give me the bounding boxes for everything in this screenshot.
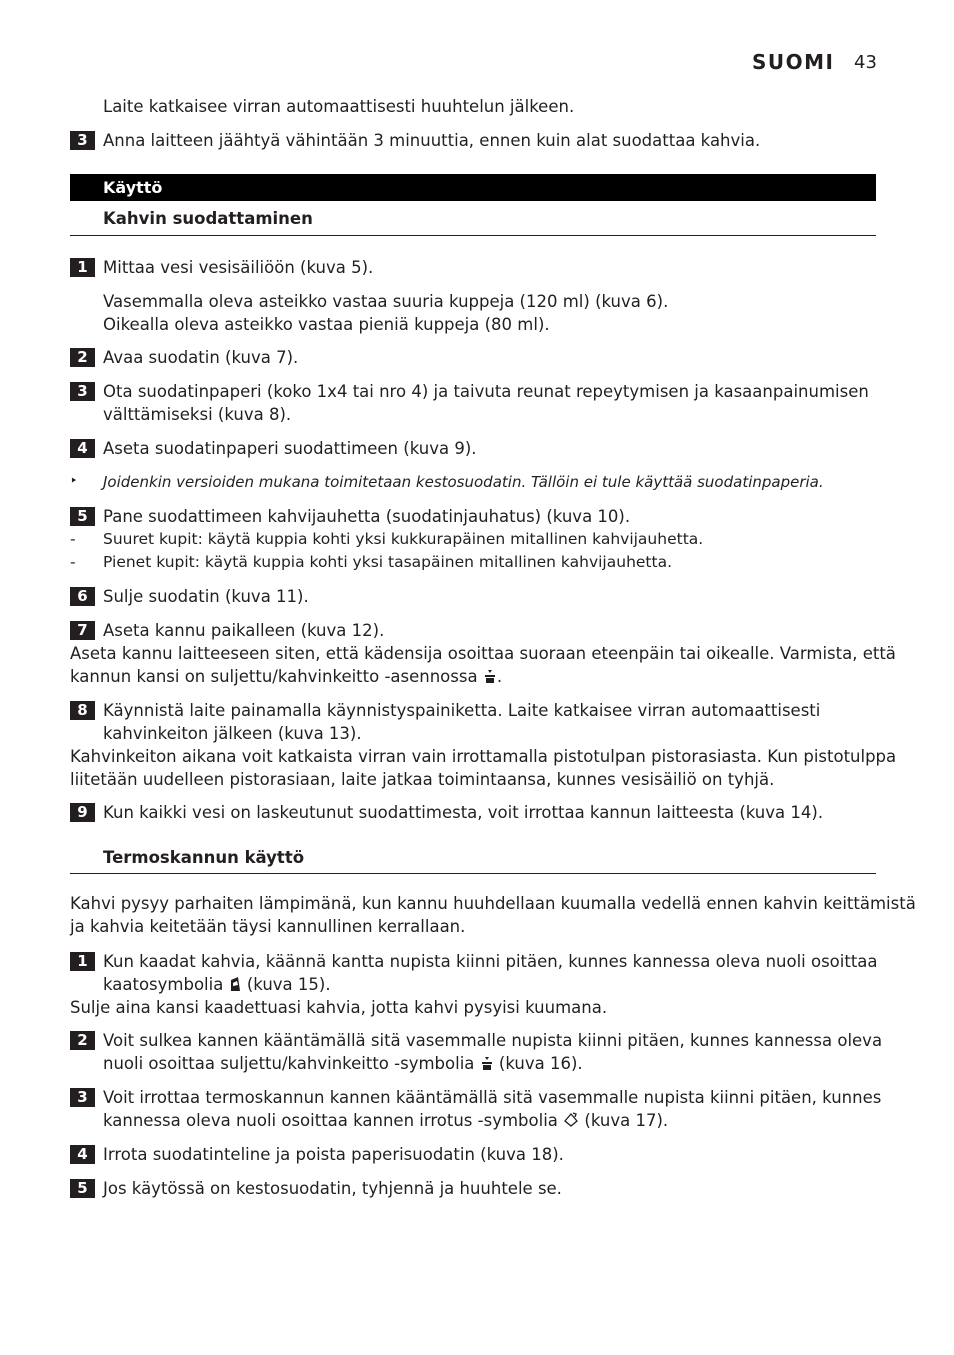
step-number: 1 [70,952,95,971]
paragraph-end: . [496,667,503,686]
step-text: Voit sulkea kannen kääntämällä sitä vasemmalle nupista kiinni pitäen, kunnes kannessa oleva [103,1031,883,1050]
section-title: Käyttö [103,178,163,197]
step-text: Ota suodatinpaperi (koko 1x4 tai nro 4) ja taivuta reunat repeytymisen ja kasaanpainumisen [103,382,869,401]
paragraph-line: Sulje aina kansi kaadettuasi kahvia, jotta kahvi pysyisi kuumana. [70,998,608,1017]
paragraph-line: Kahvinkeiton aikana voit katkaista virran vain irrottamalla pistotulpan pistorasiasta. Kun pistotulppa [70,747,897,766]
step-text: kahvinkeiton jälkeen (kuva 13). [103,724,362,743]
step-text: kaatosymbolia [103,975,224,994]
dash-bullet: - [70,553,76,571]
page-number: 43 [854,52,877,73]
paragraph-line: Oikealla oleva asteikko vastaa pieniä kuppeja (80 ml). [103,315,550,334]
step-number: 7 [70,621,95,640]
step-text: Mittaa vesi vesisäiliöön (kuva 5). [103,258,374,277]
subsection-title: Kahvin suodattaminen [103,209,313,228]
step-number: 4 [70,439,95,458]
section-heading-bar [70,174,876,201]
paragraph-line: Vasemmalla oleva asteikko vastaa suuria kuppeja (120 ml) (kuva 6). [103,292,669,311]
closed-brew-symbol-icon [480,1056,494,1071]
paragraph-line: Kahvi pysyy parhaiten lämpimänä, kun kannu huuhdellaan kuumalla vedellä ennen kahvin keittämistä [70,894,916,913]
step-number: 8 [70,701,95,720]
paragraph-line: liitetään uudelleen pistorasiaan, laite jatkaa toimintaansa, kunnes vesisäiliö on tyhjä. [70,770,775,789]
step-text: Jos käytössä on kestosuodatin, tyhjennä ja huuhtele se. [103,1179,562,1198]
step-number: 3 [70,131,95,150]
step-text: Kun kaadat kahvia, käännä kantta nupista kiinni pitäen, kunnes kannessa oleva nuoli osoittaa [103,952,878,971]
step-text: Voit irrottaa termoskannun kannen kääntämällä sitä vasemmalle nupista kiinni pitäen, kunnes [103,1088,882,1107]
step-text: Sulje suodatin (kuva 11). [103,587,309,606]
list-item: Suuret kupit: käytä kuppia kohti yksi kukkurapäinen mitallinen kahvijauhetta. [103,530,704,548]
language-header: SUOMI [752,50,835,74]
step-text: Anna laitteen jäähtyä vähintään 3 minuuttia, ennen kuin alat suodattaa kahvia. [103,131,761,150]
subsection-title: Termoskannun käyttö [103,848,305,867]
pour-symbol-icon [229,976,242,992]
step-text: (kuva 16). [498,1054,583,1073]
step-number: 2 [70,348,95,367]
step-text: Aseta suodatinpaperi suodattimeen (kuva 9). [103,439,477,458]
step-text: välttämiseksi (kuva 8). [103,405,292,424]
step-text: kannessa oleva nuoli osoittaa kannen irrotus -symbolia [103,1111,558,1130]
subsection-rule [70,873,876,874]
paragraph-text: kannun kansi on suljettu/kahvinkeitto -asennossa [70,667,478,686]
step-text: Avaa suodatin (kuva 7). [103,348,299,367]
step-number: 4 [70,1145,95,1164]
step-text: Käynnistä laite painamalla käynnistyspainiketta. Laite katkaisee virran automaattisesti [103,701,821,720]
step-text-line [103,1052,583,1075]
step-text-line [103,1109,668,1132]
step-text: Kun kaikki vesi on laskeutunut suodattimesta, voit irrottaa kannun laitteesta (kuva 14). [103,803,824,822]
step-text: nuoli osoittaa suljettu/kahvinkeitto -symbolia [103,1054,475,1073]
step-number: 3 [70,1088,95,1107]
subsection-rule [70,235,876,236]
note-text: Joidenkin versioiden mukana toimitetaan kestosuodatin. Tällöin ei tule käyttää suodatinpaperia. [103,473,824,491]
step-number: 9 [70,803,95,822]
dash-bullet: - [70,530,76,548]
step-number: 2 [70,1031,95,1050]
intro-text: Laite katkaisee virran automaattisesti huuhtelun jälkeen. [103,97,575,116]
paragraph-line: ja kahvia keitetään täysi kannullinen kerrallaan. [70,917,466,936]
step-number: 3 [70,382,95,401]
step-text: (kuva 15). [246,975,331,994]
step-number: 6 [70,587,95,606]
list-item: Pienet kupit: käytä kuppia kohti yksi tasapäinen mitallinen kahvijauhetta. [103,553,673,571]
step-text: (kuva 17). [584,1111,669,1130]
paragraph-line: Aseta kannu laitteeseen siten, että kädensija osoittaa suoraan eteenpäin tai oikealle. Varmista, että [70,644,896,663]
closed-brew-symbol-icon [483,669,497,684]
step-text: Irrota suodatinteline ja poista paperisuodatin (kuva 18). [103,1145,564,1164]
lid-removal-symbol-icon [563,1112,579,1128]
step-text-line [103,973,331,996]
note-bullet: ‣ [70,474,78,489]
step-number: 1 [70,258,95,277]
step-number: 5 [70,507,95,526]
paragraph-line [70,665,502,688]
step-text: Pane suodattimeen kahvijauhetta (suodatinjauhatus) (kuva 10). [103,507,631,526]
step-number: 5 [70,1179,95,1198]
step-text: Aseta kannu paikalleen (kuva 12). [103,621,385,640]
